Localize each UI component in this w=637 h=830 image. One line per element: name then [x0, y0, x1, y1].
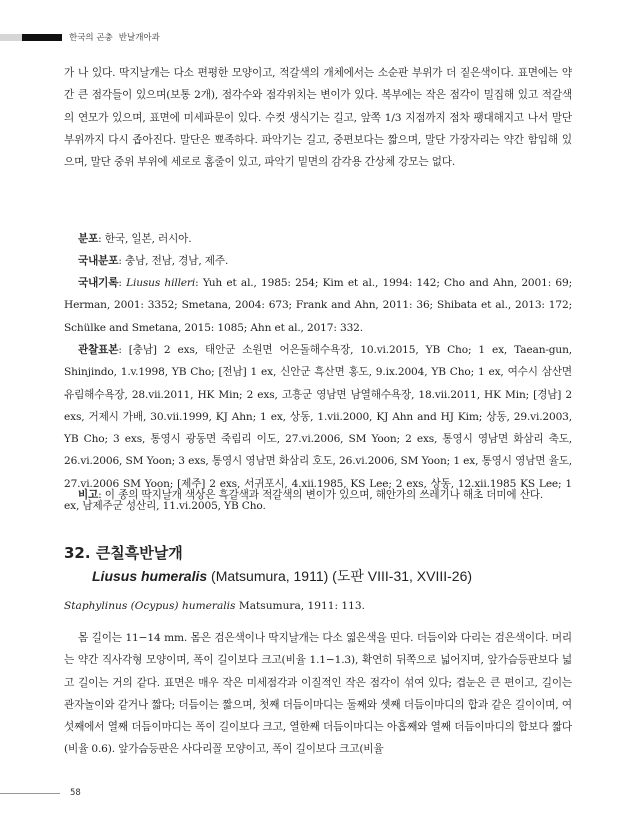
header-black-bar: [22, 34, 62, 41]
synonym-subgenus: (Ocypus): [130, 600, 179, 612]
species-scientific-name: [92, 566, 472, 586]
korean-distribution-text: : 충남, 전남, 경남, 제주.: [118, 255, 229, 267]
synonym-species: humeralis: [178, 600, 236, 612]
header-grey-bar: [0, 34, 22, 41]
synonym-line: [64, 600, 365, 612]
page-number: 58: [70, 788, 81, 798]
synonym-author: Matsumura, 1911: 113.: [235, 600, 366, 612]
distribution-text: : 한국, 일본, 러시아.: [98, 233, 192, 245]
korean-records-sep: :: [118, 277, 127, 289]
species-heading: [64, 542, 183, 563]
synonym-genus: Staphylinus: [64, 600, 128, 612]
korean-records-label: 국내기록: [78, 277, 119, 289]
running-header: [69, 31, 160, 43]
remarks-label: 비고: [78, 489, 99, 501]
korean-records: [64, 272, 572, 339]
section-title: 반날개아과: [118, 33, 160, 43]
korean-records-text: : Yuh et al., 1985: 254; Kim et al., 1994: 142; Cho and Ahn, 2001: 69; Herman, 2001: 3352; Smetana, 2004: 673; Frank and Ahn, 2011: 36; Shibata et al., 2013: 172; Schülke and Smetana, 2015: 1085; Ahn et al., 2017: 332.: [64, 277, 573, 334]
distribution: [64, 228, 572, 250]
distribution-label: 분포: [78, 233, 99, 245]
species-plate-ref: (도판 VIII-31, XVIII-26): [332, 568, 473, 584]
remarks: [64, 484, 572, 506]
footer-rule: [0, 793, 60, 794]
description-continued: 가 나 있다. 딱지날개는 다소 편평한 모양이고, 적갈색의 개체에서는 소순판 부위가 더 짙은색이다. 표면에는 약간 큰 점각들이 있으며(보통 2개), 점각수와 점각위치는 변이가 있다. 복부에는 작은 점각이 밀집해 있고 적갈색의 연모가 있으며, 표면에 미세파문이 있다. 수컷 생식기는 길고, 앞쪽 1/3 지점까지 점차 팽대해지고 나서 말단 부위까지 다시 좁아진다. 말단은 뾰족하다. 파악기는 길고, 중편보다는 짧으며, 말단 가장자리는 약간 함입해 있으며, 말단 중위 부위에 세로로 홈줄이 있고, 파악기 밑면의 감각용 간상체 강모는 없다.: [64, 67, 572, 169]
species-description: 몸 길이는 11−14 mm. 몸은 검은색이나 딱지날개는 다소 엷은색을 띤다. 더듬이와 다리는 검은색이다. 머리는 약간 직사각형 모양이며, 폭이 길이보다 크고(비율 1.1−1.3), 확연히 뒤쪽으로 넓어지며, 앞가슴등판보다 넓고 길이는 거의 같다. 표면은 매우 작은 미세점각과 이질적인 작은 점각이 섞여 있다; 겹눈은 큰 편이고, 길이는 관자놀이와 같거나 짧다; 더듬이는 짧으며, 첫째 더듬이마디는 둘째와 셋째 더듬이마디의 합과 같은 길이이며, 여섯째에서 열째 더듬이마디는 폭이 길이보다 크고, 열한째 더듬이마디는 아홉째와 열째 더듬이마디의 합보다 짧다(비율 0.6). 앞가슴등판은 사다리꼴 모양이고, 폭이 길이보다 크고(비율: [64, 632, 572, 756]
species-number: 32.: [64, 544, 91, 562]
book-title: 한국의 곤충: [69, 33, 113, 43]
examined-specimens-label: 관찰표본: [78, 344, 119, 356]
examined-specimens-text: : [충남] 2 exs, 태안군 소원면 어은돌해수욕장, 10.vi.2015, YB Cho; 1 ex, Taean-gun, Shinjindo, 1.v.1998, YB Cho; [전남] 1 ex, 신안군 흑산면 홍도, 9.ix.2004, YB Cho; 1 ex, 여수시 삼산면 유림해수욕장, 28.vii.2011, HK Min; 2 exs, 고흥군 영남면 남열해수욕장, 18.vii.2011, HK Min; [경남] 2 exs, 거제시 가배, 30.vii.1999, KJ Ahn; 1 ex, 상동, 1.vii.2000, KJ Ahn and HJ Kim; 상동, 29.vi.2003, YB Cho; 3 exs, 통영시 광동면 죽림리 이도, 27.vi.2006, SM Yoon; 2 exs, 통영시 영남면 화삼리 축도, 26.vi.2006, SM Yoon; 3 exs, 통영시 영남면 화삼리 호도, 26.vi.2006, SM Yoon; 1 ex, 통영시 영남면 율도, 27.vi.2006 SM Yoon; [제주] 2 exs, 서귀포시, 4.xii.1985, KS Lee; 2 exs, 상동, 12.xii.1985 KS Lee; 1 ex, 남제주군 성산리, 11.vi.2005, YB Cho.: [64, 344, 572, 513]
remarks-text: : 이 종의 딱지날개 색상은 흑갈색과 적갈색의 변이가 있으며, 해안가의 쓰레기나 해초 더미에 산다.: [98, 489, 544, 501]
species-binomial: Liusus humeralis: [92, 568, 208, 584]
species-korean-name: 큰칠흑반날개: [95, 544, 183, 562]
korean-records-species: Liusus hilleri: [126, 277, 196, 289]
korean-distribution-label: 국내분포: [78, 255, 119, 267]
species-author: (Matsumura, 1911): [207, 568, 333, 584]
korean-distribution: [64, 250, 572, 272]
